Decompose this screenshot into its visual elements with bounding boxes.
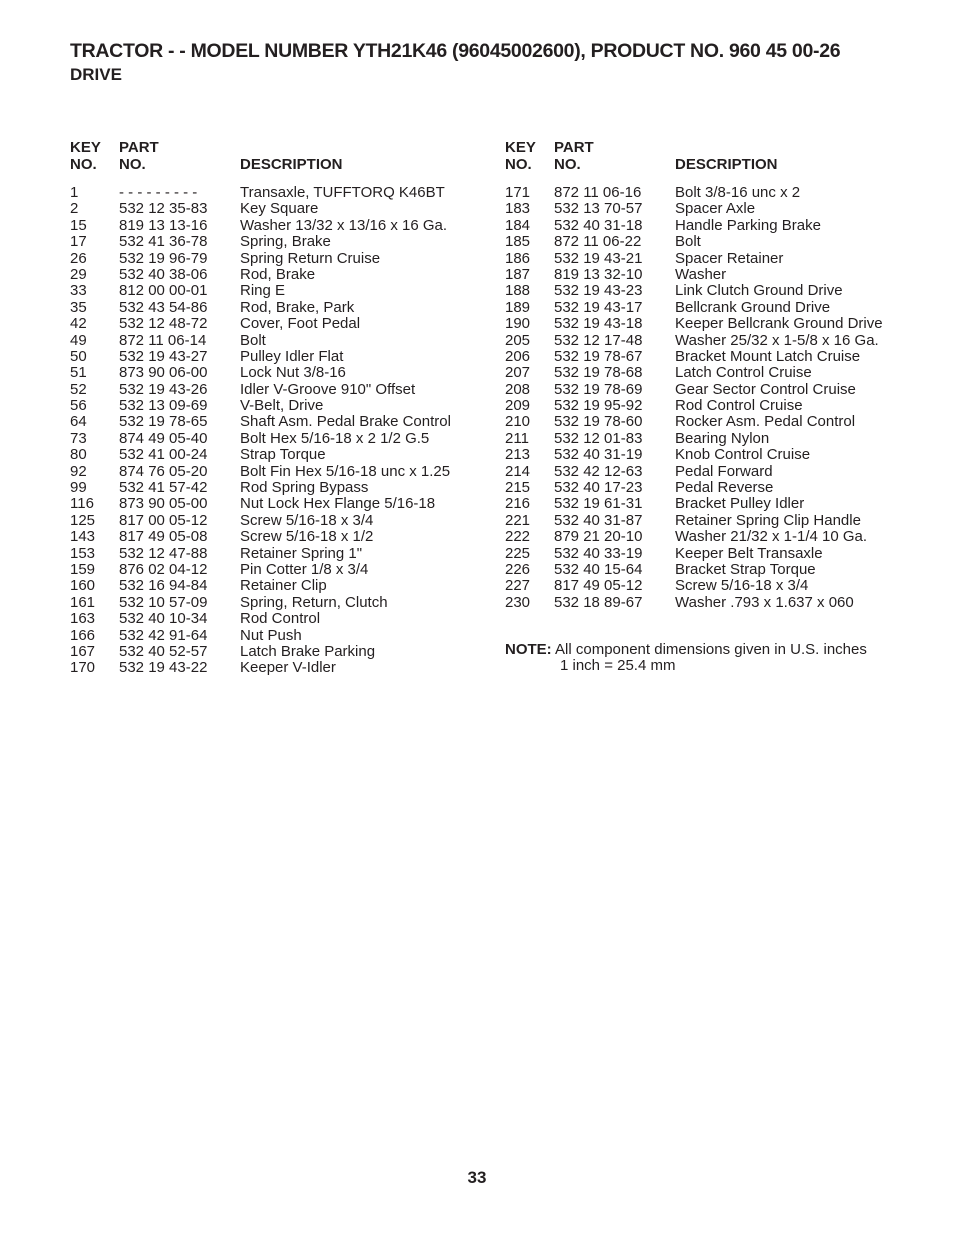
part-no-cell: 879 21 20-10 [554,528,643,546]
part-no-cell: 873 90 05-00 [119,495,208,513]
description-cell: Bracket Mount Latch Cruise [675,347,861,365]
description-cell: Bolt Hex 5/16-18 x 2 1/2 G.5 [240,429,430,447]
description-cell: Screw 5/16-18 x 3/4 [240,511,374,529]
part-no-cell: 817 49 05-12 [554,577,643,595]
part-no-cell: 819 13 13-16 [119,216,208,234]
part-no-cell: 532 41 36-78 [119,233,208,251]
part-no-cell: 532 12 47-88 [119,544,208,562]
key-no-cell: 171 [505,184,531,201]
part-no-cell: 532 13 09-69 [119,397,208,415]
description-cell: Washer 25/32 x 1-5/8 x 16 Ga. [675,331,879,349]
description-cell: Washer 21/32 x 1-1/4 10 Ga. [675,528,868,546]
key-no-cell: 187 [505,265,531,283]
dimensions-note [505,642,867,674]
description-cell: Rocker Asm. Pedal Control [675,413,856,431]
part-no-cell: 532 42 91-64 [119,626,208,644]
description-cell: Bellcrank Ground Drive [675,298,831,316]
key-no-cell: 213 [505,446,531,464]
description-cell: Handle Parking Brake [675,216,821,234]
key-no-cell: 159 [70,560,96,578]
description-cell: Idler V-Groove 910" Offset [240,380,416,398]
part-header-line: PART [554,139,594,156]
description-cell: Bearing Nylon [675,429,770,447]
note-label: NOTE: [505,641,552,658]
key-no-cell: 2 [70,200,79,218]
part-no-cell: 532 40 31-19 [554,446,643,464]
key-no-cell: 216 [505,495,531,513]
key-no-cell: 205 [505,331,531,349]
description-cell: Pin Cotter 1/8 x 3/4 [240,560,369,578]
key-no-cell: 1 [70,184,79,201]
part-no-cell: 874 76 05-20 [119,462,208,480]
part-no-cell: 532 19 43-26 [119,380,208,398]
description-cell: Lock Nut 3/8-16 [240,364,346,382]
description-cell: V-Belt, Drive [240,397,324,415]
key-no-cell: 52 [70,380,87,398]
description-cell: Cover, Foot Pedal [240,315,361,333]
part-no-cell: 532 19 95-92 [554,397,643,415]
key-no-cell: 211 [505,429,529,447]
key-no-cell: 226 [505,560,531,578]
key-no-cell: 190 [505,315,531,333]
description-cell: Transaxle, TUFFTORQ K46BT [240,184,445,201]
key-no-cell: 29 [70,265,87,283]
description-cell: Spring, Return, Clutch [240,593,388,611]
description-cell: Latch Brake Parking [240,642,376,660]
key-no-cell: 163 [70,610,96,628]
part-no-cell: 532 19 43-27 [119,347,208,365]
part-no-cell: 532 12 01-83 [554,429,643,447]
no-header-line: NO. [70,156,97,173]
key-no-cell: 42 [70,315,87,333]
description-cell: Bolt [240,331,266,349]
description-cell: Rod, Brake [240,265,316,283]
note-text: All component dimensions given in U.S. inches [555,641,867,658]
part-no-cell: 532 12 48-72 [119,315,208,333]
description-cell: Pedal Reverse [675,479,774,497]
part-no-cell: 532 10 57-09 [119,593,208,611]
key-no-cell: 17 [70,233,87,251]
part-no-cell: 532 19 43-22 [119,659,208,677]
description-cell: Bracket Strap Torque [675,560,816,578]
part-no-cell: 532 41 00-24 [119,446,208,464]
key-no-header [70,139,118,173]
description-cell: Retainer Spring 1" [240,544,363,562]
description-cell: Strap Torque [240,446,326,464]
description-cell: Pedal Forward [675,462,773,480]
part-no-cell: 532 43 54-86 [119,298,208,316]
part-no-cell: 532 19 43-23 [554,282,643,300]
part-no-cell: 532 40 17-23 [554,479,643,497]
key-no-cell: 92 [70,462,87,480]
key-no-cell: 207 [505,364,531,382]
part-no-cell: 876 02 04-12 [119,560,208,578]
part-no-cell: 532 19 78-65 [119,413,208,431]
part-no-cell: 532 40 33-19 [554,544,643,562]
part-no-cell: 872 11 06-16 [554,184,642,201]
description-cell: Screw 5/16-18 x 1/2 [240,528,374,546]
description-cell: Retainer Clip [240,577,327,595]
key-no-cell: 183 [505,200,531,218]
key-no-cell: 15 [70,216,87,234]
description-cell: Rod Control Cruise [675,397,803,415]
description-cell: Knob Control Cruise [675,446,811,464]
description-cell: Bolt [675,233,701,251]
description-cell: Key Square [240,200,319,218]
part-no-cell: 532 19 61-31 [554,495,643,513]
part-no-cell: 817 49 05-08 [119,528,208,546]
key-no-cell: 230 [505,593,531,611]
note-line-2: 1 inch = 25.4 mm [560,657,676,674]
key-no-cell: 210 [505,413,531,431]
description-cell: Rod Control [240,610,321,628]
part-no-cell: 532 12 35-83 [119,200,208,218]
part-no-cell: 532 42 12-63 [554,462,643,480]
key-no-cell: 26 [70,249,87,267]
part-no-cell: 532 19 78-69 [554,380,643,398]
key-no-cell: 222 [505,528,531,546]
key-no-header [505,139,553,173]
key-no-cell: 221 [505,511,531,529]
description-cell: Keeper Bellcrank Ground Drive [675,315,883,333]
part-no-cell: 532 19 43-21 [554,249,643,267]
key-no-cell: 209 [505,397,531,415]
key-no-cell: 143 [70,528,96,546]
note-line-1 [505,642,867,658]
description-cell: Washer .793 x 1.637 x 060 [675,593,854,611]
description-cell: Keeper V-Idler [240,659,336,677]
part-no-cell: 532 40 38-06 [119,265,208,283]
description-cell: Bolt Fin Hex 5/16-18 unc x 1.25 [240,462,451,480]
key-no-cell: 125 [70,511,96,529]
part-no-cell: 532 41 57-42 [119,479,208,497]
part-no-cell: - - - - - - - - - [119,184,198,201]
key-no-cell: 35 [70,298,87,316]
no-header-line: NO. [505,156,532,173]
part-no-cell: 532 40 31-18 [554,216,643,234]
key-no-cell: 49 [70,331,87,349]
part-header-line: PART [119,139,159,156]
part-no-cell: 532 19 43-17 [554,298,643,316]
key-no-cell: 116 [70,495,94,513]
key-no-cell: 56 [70,397,87,415]
description-cell: Screw 5/16-18 x 3/4 [675,577,809,595]
description-cell: Latch Control Cruise [675,364,812,382]
key-no-cell: 64 [70,413,87,431]
part-no-cell: 532 19 78-60 [554,413,643,431]
key-no-cell: 188 [505,282,531,300]
part-no-cell: 532 40 15-64 [554,560,643,578]
part-no-cell: 532 40 52-57 [119,642,208,660]
description-cell: Washer [675,265,727,283]
no-header-line: NO. [119,156,146,173]
key-no-cell: 166 [70,626,96,644]
part-no-cell: 532 19 43-18 [554,315,643,333]
description-cell: Rod, Brake, Park [240,298,355,316]
description-cell: Spring, Brake [240,233,331,251]
description-cell: Keeper Belt Transaxle [675,544,823,562]
description-cell: Rod Spring Bypass [240,479,369,497]
key-no-cell: 161 [70,593,96,611]
page-title: TRACTOR - - MODEL NUMBER YTH21K46 (96045002600), PRODUCT NO. 960 45 00-26 [70,40,841,62]
key-no-cell: 225 [505,544,531,562]
description-cell: Gear Sector Control Cruise [675,380,856,398]
part-no-cell: 532 12 17-48 [554,331,643,349]
key-no-cell: 189 [505,298,531,316]
part-no-header [119,139,229,173]
part-no-cell: 812 00 00-01 [119,282,208,300]
key-no-cell: 206 [505,347,531,365]
description-cell: Spacer Retainer [675,249,784,267]
key-no-cell: 170 [70,659,96,677]
description-cell: Washer 13/32 x 13/16 x 16 Ga. [240,216,448,234]
part-no-cell: 532 13 70-57 [554,200,643,218]
description-cell: Nut Lock Hex Flange 5/16-18 [240,495,436,513]
part-no-cell: 872 11 06-14 [119,331,207,349]
description-header: DESCRIPTION [240,156,343,173]
key-no-cell: 186 [505,249,531,267]
description-cell: Link Clutch Ground Drive [675,282,843,300]
part-no-cell: 874 49 05-40 [119,429,208,447]
part-no-cell: 532 40 31-87 [554,511,643,529]
section-title: DRIVE [70,65,122,84]
key-header-line: KEY [70,139,101,156]
key-no-cell: 214 [505,462,531,480]
part-no-cell: 532 40 10-34 [119,610,208,628]
key-no-cell: 215 [505,479,531,497]
description-cell: Pulley Idler Flat [240,347,344,365]
part-no-cell: 873 90 06-00 [119,364,208,382]
description-cell: Spacer Axle [675,200,756,218]
description-cell: Retainer Spring Clip Handle [675,511,861,529]
part-no-header [554,139,664,173]
key-no-cell: 167 [70,642,96,660]
description-cell: Shaft Asm. Pedal Brake Control [240,413,451,431]
key-no-cell: 208 [505,380,531,398]
description-cell: Bracket Pulley Idler [675,495,805,513]
description-cell: Nut Push [240,626,302,644]
key-no-cell: 99 [70,479,87,497]
description-cell: Bolt 3/8-16 unc x 2 [675,184,801,201]
key-no-cell: 227 [505,577,531,595]
description-cell: Spring Return Cruise [240,249,381,267]
part-no-cell: 819 13 32-10 [554,265,643,283]
part-no-cell: 817 00 05-12 [119,511,208,529]
key-no-cell: 80 [70,446,87,464]
page-number: 33 [467,1168,487,1187]
key-no-cell: 153 [70,544,96,562]
description-header: DESCRIPTION [675,156,778,173]
part-no-cell: 532 19 78-67 [554,347,643,365]
no-header-line: NO. [554,156,581,173]
key-no-cell: 73 [70,429,87,447]
key-no-cell: 51 [70,364,87,382]
key-no-cell: 184 [505,216,531,234]
part-no-cell: 532 19 78-68 [554,364,643,382]
part-no-cell: 532 16 94-84 [119,577,208,595]
part-no-cell: 532 18 89-67 [554,593,643,611]
key-no-cell: 33 [70,282,87,300]
key-no-cell: 185 [505,233,531,251]
key-header-line: KEY [505,139,536,156]
part-no-cell: 872 11 06-22 [554,233,642,251]
description-cell: Ring E [240,282,286,300]
key-no-cell: 50 [70,347,87,365]
part-no-cell: 532 19 96-79 [119,249,208,267]
key-no-cell: 160 [70,577,96,595]
